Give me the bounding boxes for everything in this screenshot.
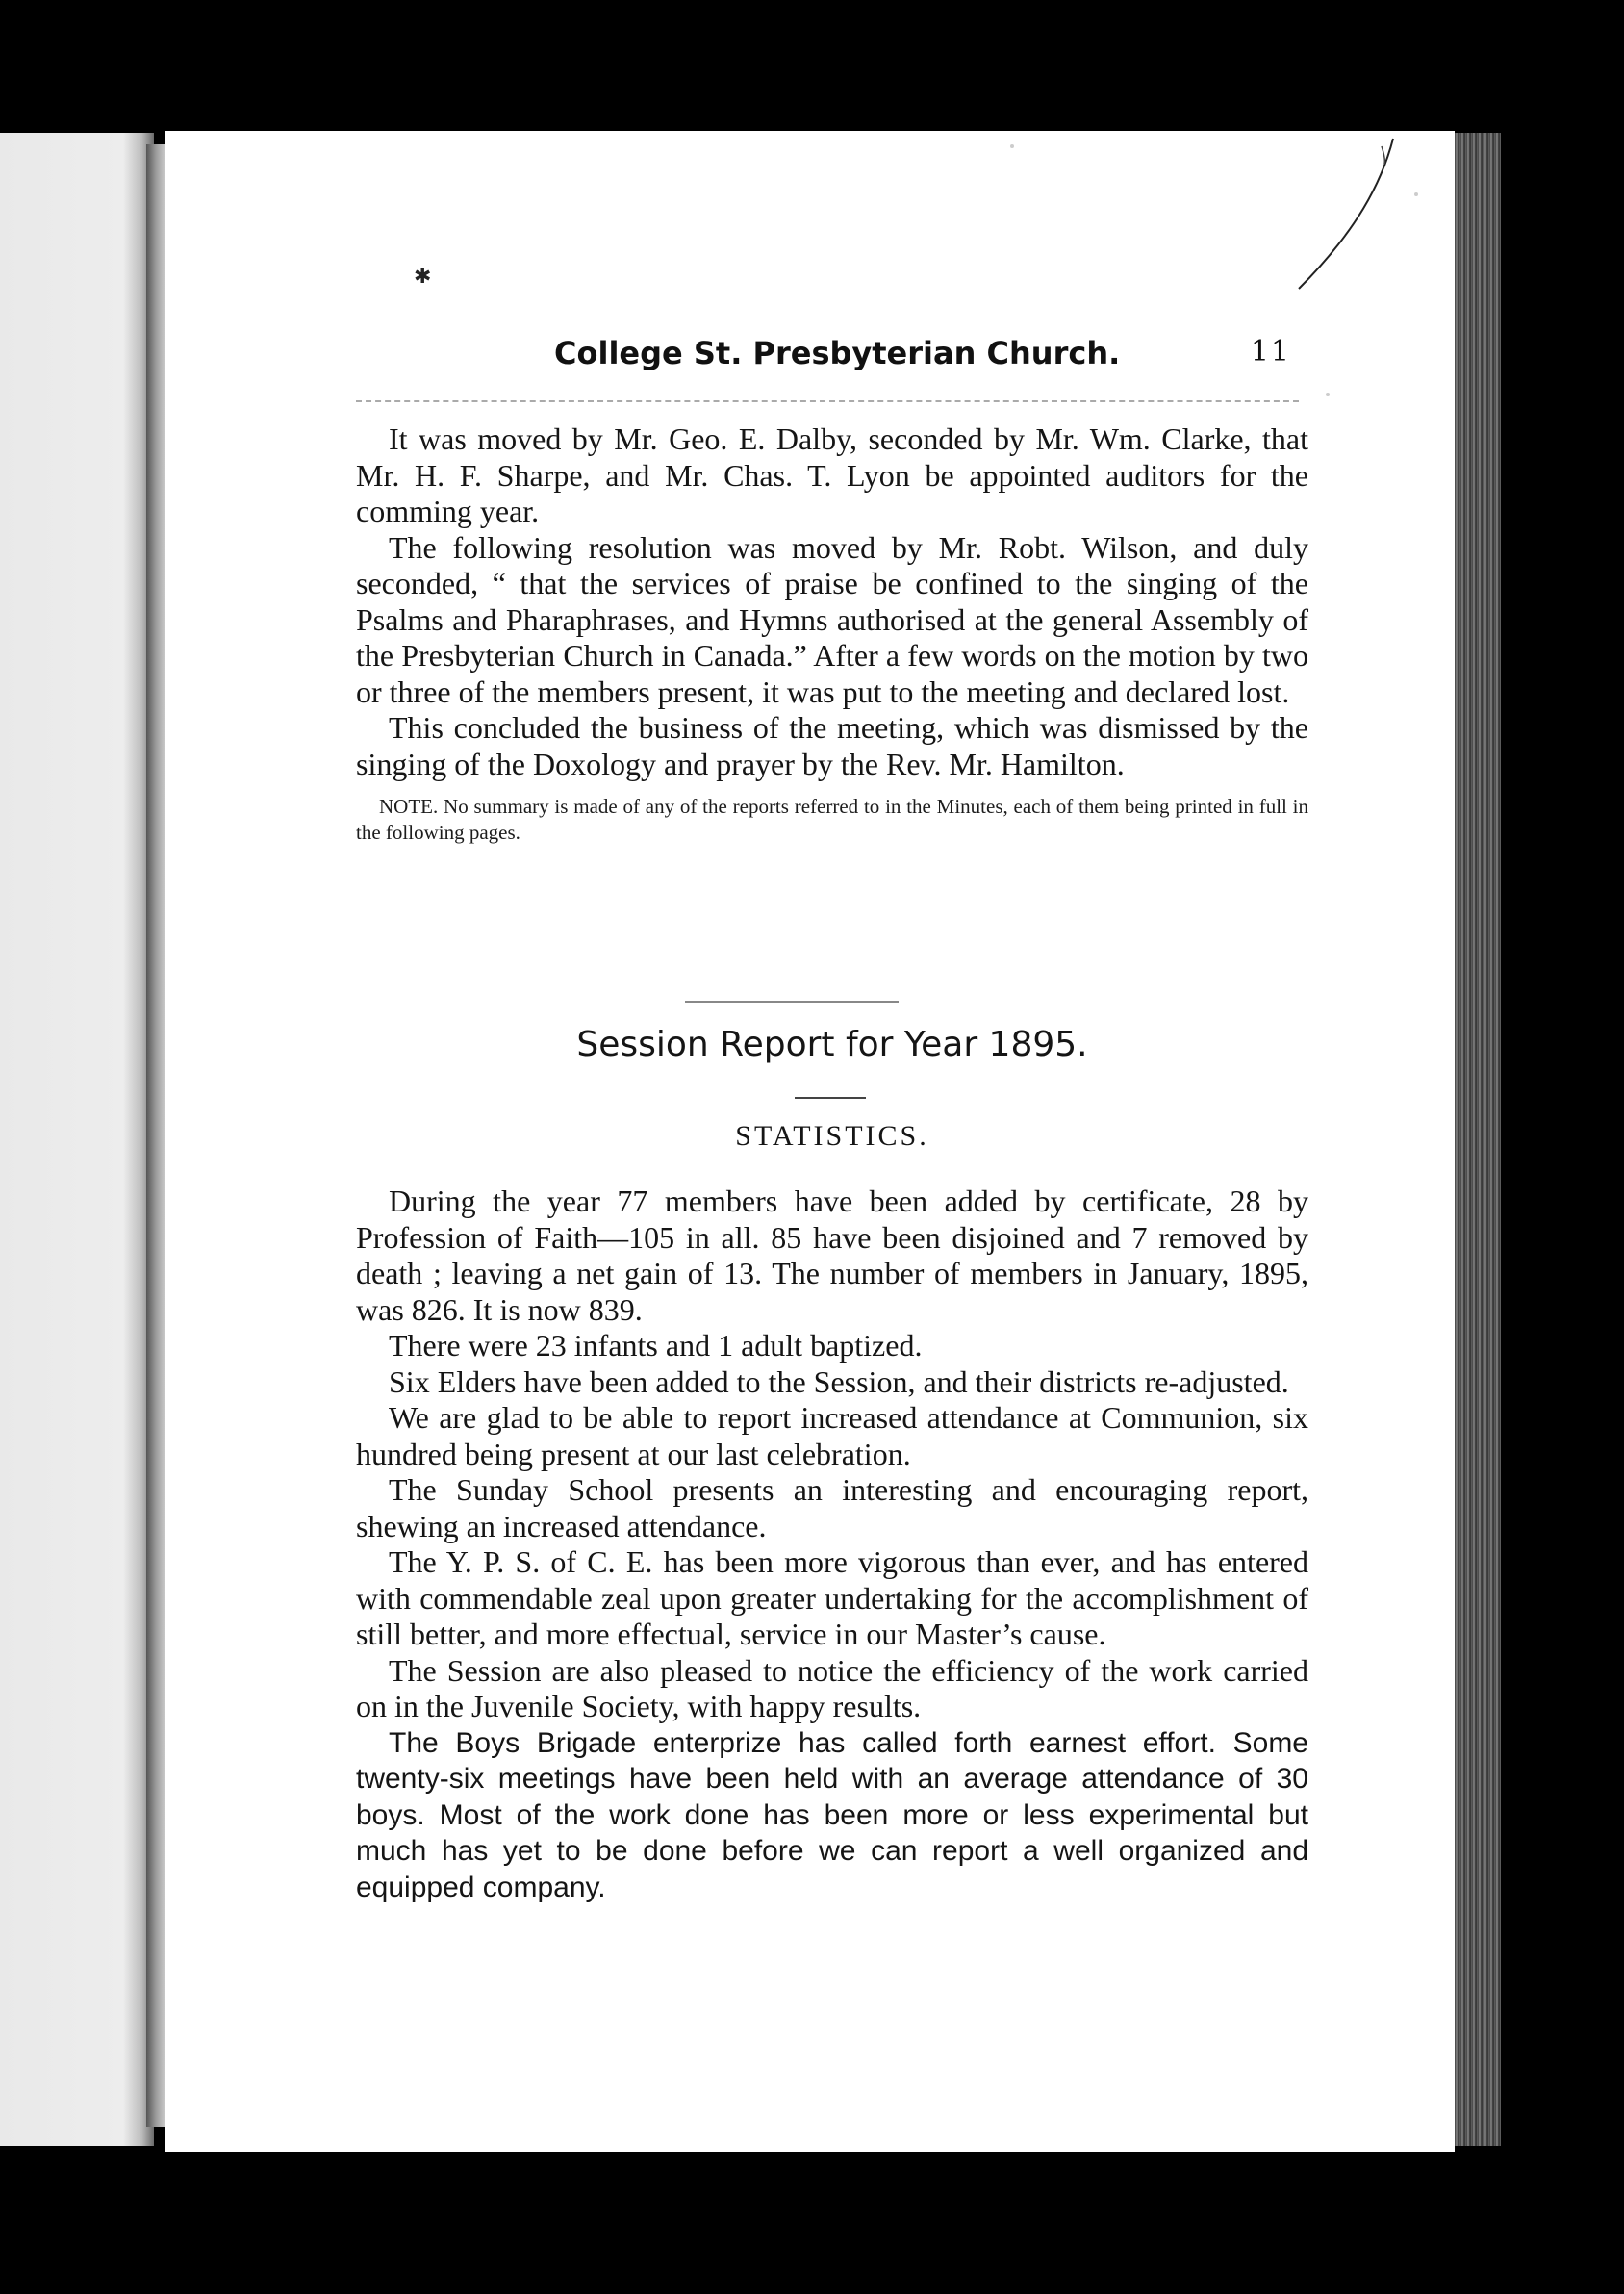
book-gutter bbox=[146, 144, 167, 2127]
header-rule bbox=[356, 400, 1299, 402]
paper-speck bbox=[1414, 192, 1418, 196]
section-title: Session Report for Year 1895. bbox=[576, 1025, 1088, 1064]
running-title: College St. Presbyterian Church. bbox=[554, 335, 1121, 371]
paragraph: During the year 77 members have been added by certificate, 28 by Profession of Faith—105 in all. 85 have been disjoined and 7 removed by death ; leaving a net gain of 13. The number of members in January, 1895, was 826. It is now 839. bbox=[356, 1184, 1308, 1327]
pencil-mark bbox=[1289, 135, 1405, 298]
subheading: STATISTICS. bbox=[735, 1120, 929, 1152]
paragraph: The following resolution was moved by Mr. Robt. Wilson, and duly seconded, “ that the services of praise be confined to the singing of the Psalms and Pharaphrases, and Hymns authorised at the general Assembly of the Presbyterian Church in Canada.” After a few words on the motion by two or three of the members present, it was put to the meeting and declared lost. bbox=[356, 529, 1308, 709]
paragraph: Six Elders have been added to the Session, and their districts re-adjusted. bbox=[389, 1364, 1289, 1399]
paragraph: The Sunday School presents an interesting and encouraging report, shewing an increased attendance. bbox=[356, 1472, 1308, 1543]
ink-speck: ✱ bbox=[414, 265, 432, 289]
paper-speck bbox=[1326, 393, 1330, 396]
paragraph: The Y. P. S. of C. E. has been more vigorous than ever, and has entered with commendable zeal upon greater undertaking for the accomplishment of still better, and more effectual, service in our Master’s cause. bbox=[356, 1544, 1308, 1651]
page-number: 11 bbox=[1250, 335, 1291, 369]
note-paragraph: NOTE. No summary is made of any of the reports referred to in the Minutes, each of them being printed in full in the following pages. bbox=[356, 795, 1308, 844]
minutes-text bbox=[356, 421, 1308, 846]
left-page-edge bbox=[0, 133, 154, 2146]
session-report-text bbox=[356, 1184, 1308, 1905]
paragraph: We are glad to be able to report increased attendance at Communion, six hundred being present at our last celebration. bbox=[356, 1400, 1308, 1471]
paragraph: There were 23 infants and 1 adult baptized. bbox=[389, 1328, 923, 1363]
title-rule bbox=[795, 1097, 866, 1099]
page-header bbox=[356, 335, 1308, 393]
paragraph: It was moved by Mr. Geo. E. Dalby, seconded by Mr. Wm. Clarke, that Mr. H. F. Sharpe, and Mr. Chas. T. Lyon be appointed auditors for the comming year. bbox=[356, 421, 1308, 528]
paragraph: The Boys Brigade enterprize has called forth earnest effort. Some twenty-six meetings have been held with an average attendance of 30 boys. Most of the work done has been more or less experimental but much has yet to be done before we can report a well organized and equipped company. bbox=[356, 1726, 1308, 1903]
paper-speck bbox=[1010, 144, 1014, 148]
paragraph: The Session are also pleased to notice the efficiency of the work carried on in the Juvenile Society, with happy results. bbox=[356, 1652, 1308, 1723]
section-divider bbox=[685, 1001, 899, 1003]
paragraph: This concluded the business of the meeting, which was dismissed by the singing of the Doxology and prayer by the Rev. Mr. Hamilton. bbox=[356, 710, 1308, 781]
